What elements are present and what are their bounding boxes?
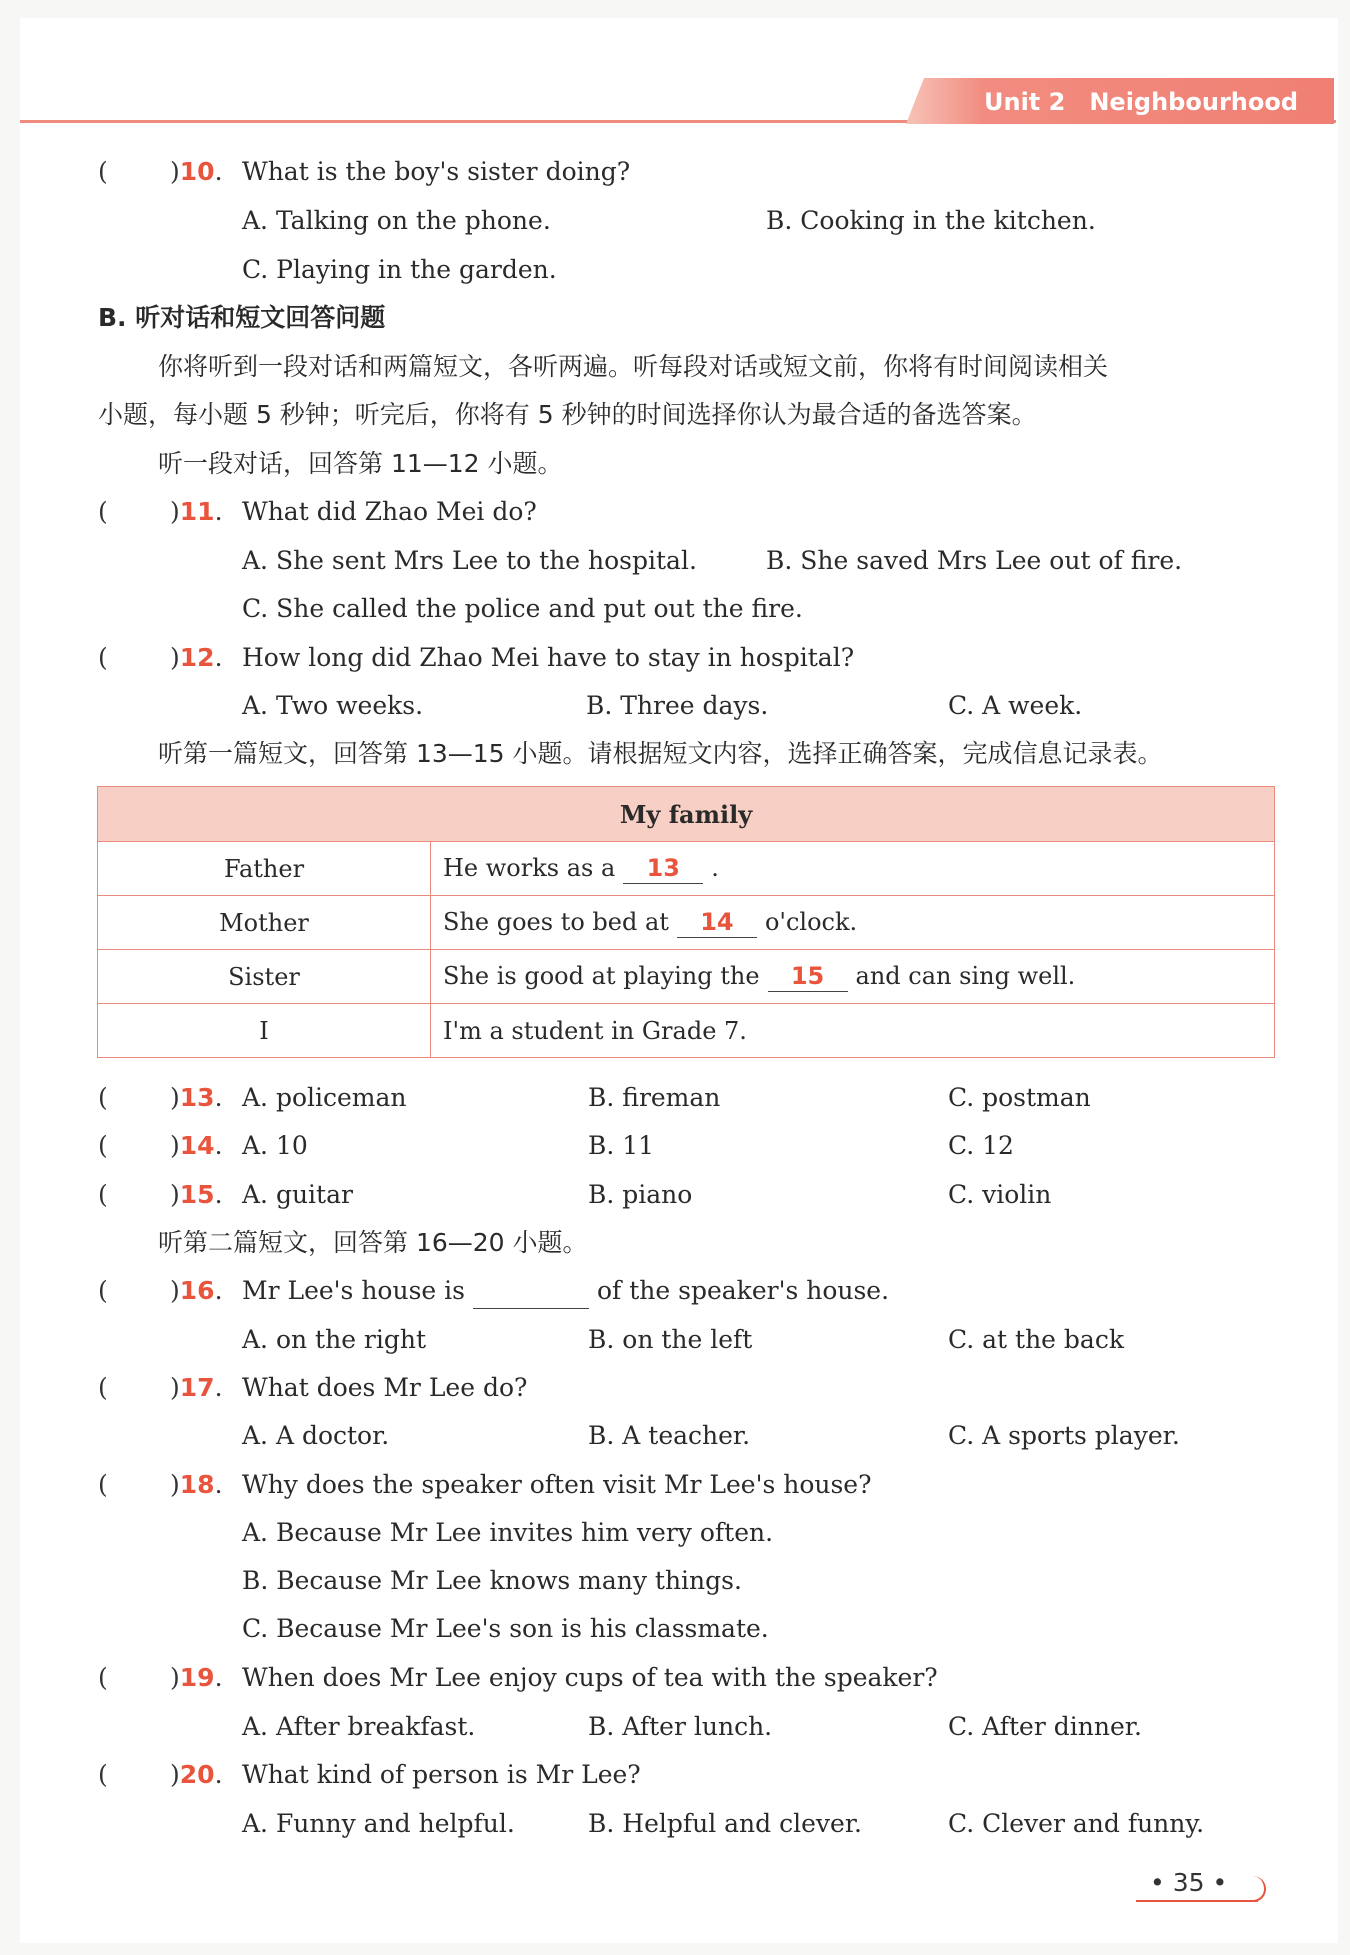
question-number: )19. xyxy=(170,1663,223,1692)
option-b: B. Cooking in the kitchen. xyxy=(766,206,1096,235)
passage1-instruction: 听第一篇短文，回答第 13—15 小题。请根据短文内容，选择正确答案，完成信息记录表。 xyxy=(158,739,1163,768)
answer-paren: ( xyxy=(98,1663,108,1692)
question-text: What does Mr Lee do? xyxy=(242,1373,528,1402)
option-a: A. Two weeks. xyxy=(242,691,424,720)
answer-paren: ( xyxy=(98,1470,108,1499)
option-a: A. 10 xyxy=(242,1131,308,1160)
option-a: A. on the right xyxy=(242,1325,427,1354)
answer-paren: ( xyxy=(98,157,108,186)
option-a: A. guitar xyxy=(242,1180,353,1209)
question-text: What is the boy's sister doing? xyxy=(242,157,631,186)
answer-paren: ( xyxy=(98,1083,108,1112)
answer-paren: ( xyxy=(98,1373,108,1402)
fill-blank-15[interactable]: 15 xyxy=(768,961,848,992)
question-number: )15. xyxy=(170,1180,223,1209)
question-number: )11. xyxy=(170,497,223,526)
option-b: B. Helpful and clever. xyxy=(588,1809,862,1838)
option-c: C. postman xyxy=(948,1083,1091,1112)
option-c: C. A week. xyxy=(948,691,1083,720)
question-text: Why does the speaker often visit Mr Lee's house? xyxy=(242,1470,872,1499)
option-c: C. Because Mr Lee's son is his classmate. xyxy=(242,1614,769,1643)
table-title: My family xyxy=(98,787,1275,842)
answer-paren: ( xyxy=(98,497,108,526)
option-c: C. She called the police and put out the fire. xyxy=(242,594,803,623)
option-c: C. After dinner. xyxy=(948,1712,1142,1741)
page-corner-curl-icon xyxy=(1234,1876,1266,1902)
fill-blank-14[interactable]: 14 xyxy=(677,907,757,938)
table-row xyxy=(98,950,1275,1004)
answer-paren: ( xyxy=(98,1276,108,1305)
option-b: B. Because Mr Lee knows many things. xyxy=(242,1566,742,1595)
fill-blank-13[interactable]: 13 xyxy=(623,853,703,884)
option-c: C. Playing in the garden. xyxy=(242,255,557,284)
family-member: Sister xyxy=(98,950,431,1004)
unit-label: Unit 2 xyxy=(984,88,1066,116)
info-cell: She goes to bed at 14 o'clock. xyxy=(431,896,1275,950)
option-b: B. 11 xyxy=(588,1131,655,1160)
info-cell: I'm a student in Grade 7. xyxy=(431,1004,1275,1058)
option-b: B. piano xyxy=(588,1180,693,1209)
question-text: Mr Lee's house is of the speaker's house. xyxy=(242,1273,889,1309)
family-member: I xyxy=(98,1004,431,1058)
option-c: C. 12 xyxy=(948,1131,1014,1160)
option-a: A. Funny and helpful. xyxy=(242,1809,515,1838)
dialogue-instruction: 听一段对话，回答第 11—12 小题。 xyxy=(158,449,563,478)
question-text: What did Zhao Mei do? xyxy=(242,497,537,526)
question-text: How long did Zhao Mei have to stay in hospital? xyxy=(242,643,855,672)
question-number: )17. xyxy=(170,1373,223,1402)
question-number: )10. xyxy=(170,157,223,186)
family-member: Father xyxy=(98,842,431,896)
info-table xyxy=(97,786,1275,1058)
section-title: B. 听对话和短文回答问题 xyxy=(98,303,386,332)
question-text: When does Mr Lee enjoy cups of tea with the speaker? xyxy=(242,1663,938,1692)
question-number: )14. xyxy=(170,1131,223,1160)
option-b: B. After lunch. xyxy=(588,1712,773,1741)
answer-blank[interactable] xyxy=(473,1280,589,1309)
option-a: A. A doctor. xyxy=(242,1421,390,1450)
table-row xyxy=(98,842,1275,896)
page-number: • 35 • xyxy=(1150,1868,1228,1897)
instructions-line-2: 小题，每小题 5 秒钟；听完后，你将有 5 秒钟的时间选择你认为最合适的备选答案。 xyxy=(98,400,1037,429)
answer-paren: ( xyxy=(98,1131,108,1160)
option-a: A. Talking on the phone. xyxy=(242,206,551,235)
family-member: Mother xyxy=(98,896,431,950)
answer-paren: ( xyxy=(98,643,108,672)
table-row xyxy=(98,896,1275,950)
question-text: What kind of person is Mr Lee? xyxy=(242,1760,641,1789)
unit-title: Neighbourhood xyxy=(1089,88,1299,116)
question-number: )12. xyxy=(170,643,223,672)
question-number: )16. xyxy=(170,1276,223,1305)
option-c: C. Clever and funny. xyxy=(948,1809,1205,1838)
option-b: B. She saved Mrs Lee out of fire. xyxy=(766,546,1183,575)
option-b: B. Three days. xyxy=(586,691,769,720)
option-a: A. Because Mr Lee invites him very often. xyxy=(242,1518,774,1547)
option-c: C. violin xyxy=(948,1180,1052,1209)
option-b: B. fireman xyxy=(588,1083,721,1112)
option-c: C. at the back xyxy=(948,1325,1124,1354)
passage2-instruction: 听第二篇短文，回答第 16—20 小题。 xyxy=(158,1228,588,1257)
option-a: A. She sent Mrs Lee to the hospital. xyxy=(242,546,697,575)
question-number: )13. xyxy=(170,1083,223,1112)
question-number: )20. xyxy=(170,1760,223,1789)
question-number: )18. xyxy=(170,1470,223,1499)
option-a: A. policeman xyxy=(242,1083,407,1112)
table-row xyxy=(98,1004,1275,1058)
info-cell: He works as a 13 . xyxy=(431,842,1275,896)
unit-header xyxy=(984,84,1298,120)
option-c: C. A sports player. xyxy=(948,1421,1180,1450)
info-cell: She is good at playing the 15 and can sing well. xyxy=(431,950,1275,1004)
option-b: B. on the left xyxy=(588,1325,753,1354)
option-b: B. A teacher. xyxy=(588,1421,751,1450)
instructions-line-1: 你将听到一段对话和两篇短文，各听两遍。听每段对话或短文前，你将有时间阅读相关 xyxy=(158,352,1109,381)
answer-paren: ( xyxy=(98,1760,108,1789)
option-a: A. After breakfast. xyxy=(242,1712,476,1741)
answer-paren: ( xyxy=(98,1180,108,1209)
